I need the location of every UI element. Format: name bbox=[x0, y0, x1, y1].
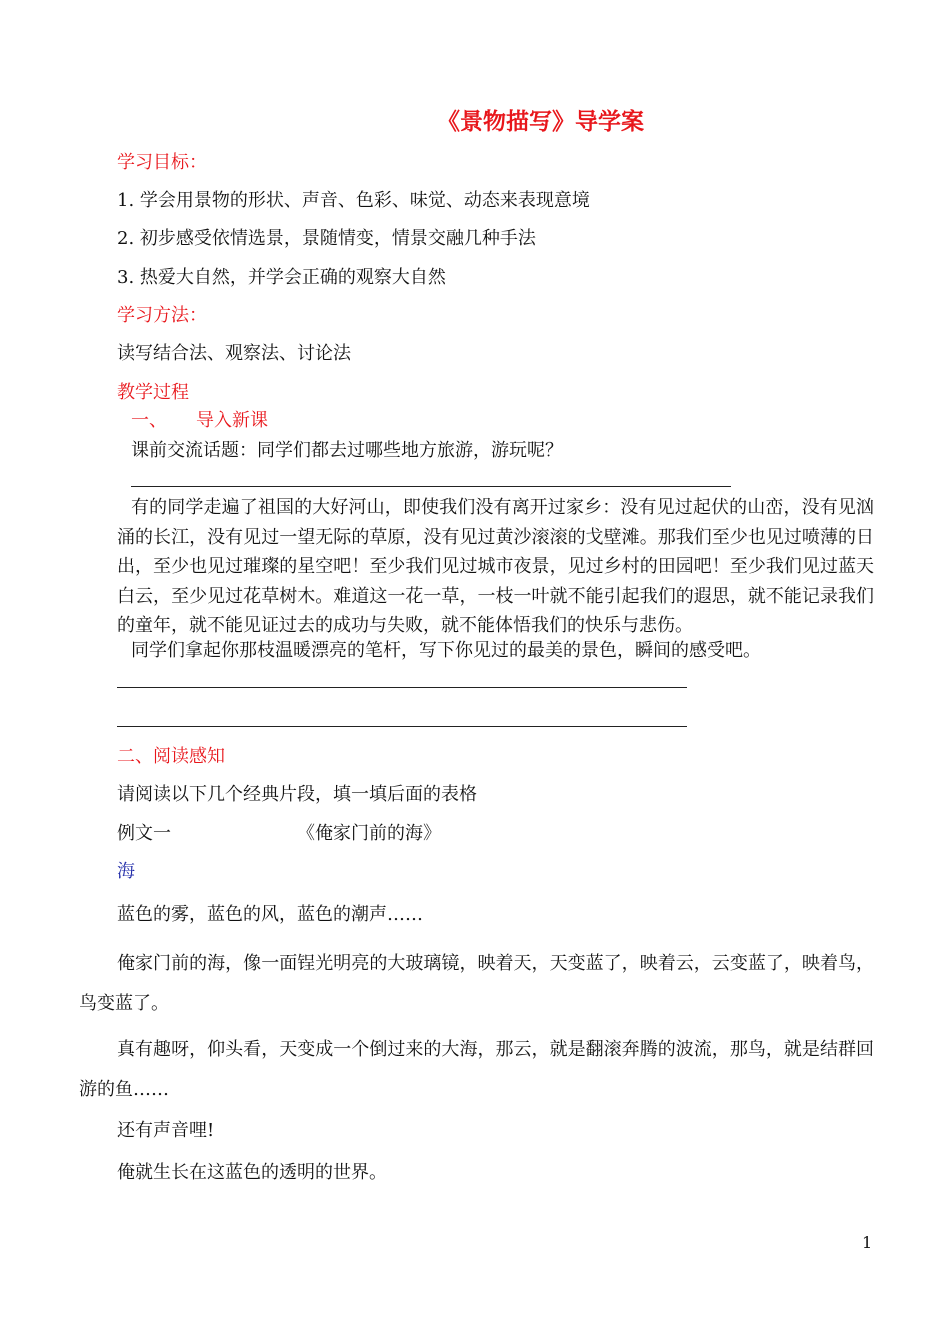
answer-line-3 bbox=[117, 726, 687, 727]
poem-line-5: 俺就生长在这蓝色的透明的世界。 bbox=[117, 1162, 387, 1183]
answer-line-2 bbox=[117, 687, 687, 688]
goals-heading: 学习目标： bbox=[117, 152, 207, 173]
section2-instruction: 请阅读以下几个经典片段，填一填后面的表格 bbox=[117, 784, 477, 805]
section1-title: 导入新课 bbox=[196, 410, 268, 431]
section1-prompt: 同学们拿起你那枝温暖漂亮的笔杆，写下你见过的最美的景色，瞬间的感受吧。 bbox=[131, 640, 761, 661]
goal-item-3: 3. 热爱大自然，并学会正确的观察大自然 bbox=[117, 267, 446, 288]
example-title: 《俺家门前的海》 bbox=[297, 823, 441, 844]
example-label: 例文一 bbox=[117, 823, 171, 844]
poem-line-2: 俺家门前的海，像一面锃光明亮的大玻璃镜，映着天，天变蓝了，映着云，云变蓝了，映着鸟，鸟变蓝了。 bbox=[79, 953, 874, 1014]
poem-line-1: 蓝色的雾，蓝色的风，蓝色的潮声…… bbox=[117, 904, 423, 925]
goal-item-2: 2. 初步感受依情选景，景随情变，情景交融几种手法 bbox=[117, 228, 536, 249]
poem-line-4: 还有声音哩! bbox=[117, 1120, 215, 1141]
section1-number: 一、 bbox=[131, 410, 167, 431]
methods-heading: 学习方法： bbox=[117, 305, 207, 326]
section2-title: 二、阅读感知 bbox=[117, 746, 225, 767]
answer-line-1 bbox=[131, 486, 731, 487]
poem-line-3: 真有趣呀，仰头看，天变成一个倒过来的大海，那云，就是翻滚奔腾的波流，那鸟，就是结群回游的鱼…… bbox=[79, 1039, 874, 1100]
poem-title: 海 bbox=[117, 861, 135, 882]
process-heading: 教学过程 bbox=[117, 382, 189, 403]
page-number: 1 bbox=[862, 1233, 873, 1252]
section1-paragraph: 有的同学走遍了祖国的大好河山，即使我们没有离开过家乡：没有见过起伏的山峦，没有见汹涌的长江，没有见过一望无际的草原，没有见过黄沙滚滚的戈壁滩。那我们至少也见过喷薄的日出，至少也见过璀璨的星空吧！至少我们见过城市夜景，见过乡村的田园吧！至少我们见过蓝天白云，至少见过花草树木。难道这一花一草，一枝一叶就不能引起我们的遐思，就不能记录我们的童年，就不能见证过去的成功与失败，就不能体悟我们的快乐与悲伤。 bbox=[117, 497, 874, 636]
goal-item-1: 1. 学会用景物的形状、声音、色彩、味觉、动态来表现意境 bbox=[117, 190, 590, 211]
section1-question: 课前交流话题：同学们都去过哪些地方旅游，游玩呢？ bbox=[131, 440, 563, 461]
methods-text: 读写结合法、观察法、讨论法 bbox=[117, 343, 351, 364]
document-title: 《景物描写》导学案 bbox=[437, 108, 644, 135]
